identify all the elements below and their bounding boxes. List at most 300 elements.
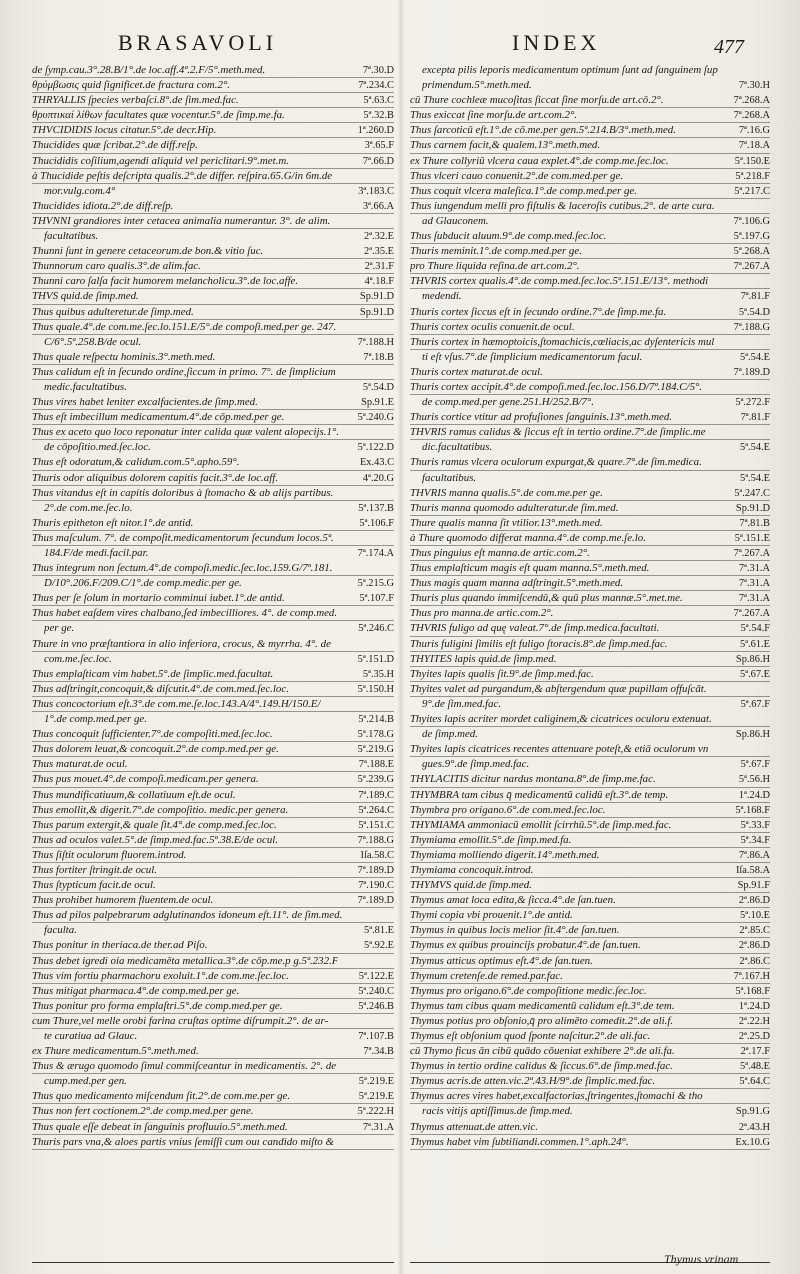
index-entry — [32, 1029, 394, 1044]
entry-text: Thus & ærugo quomodo ſimul commiſceantur in medicamentis. 2°. de — [32, 1060, 337, 1073]
index-entry — [32, 229, 394, 244]
index-entry — [32, 1104, 394, 1119]
entry-text: Thus pinguius eſt manna.de artic.com.2°. — [410, 547, 590, 559]
entry-reference: 1ª.260.D — [357, 125, 394, 137]
index-entry — [410, 637, 770, 652]
index-entry — [32, 1135, 394, 1150]
entry-text: Thus vlceri cauo conuenit.2°.de com.med.per ge. — [410, 169, 624, 182]
index-entry — [410, 335, 770, 350]
entry-reference: 7ª.188.H — [357, 336, 394, 348]
book-spine-shadow — [398, 0, 404, 1274]
entry-text: Thus ſiſtit oculorum fluorem.introd. — [32, 848, 187, 861]
entry-reference: 7ª.81.F — [740, 412, 770, 424]
entry-text: Thus non fert coctionem.2°.de comp.med.per gene. — [32, 1105, 254, 1118]
entry-text: Thymus tam cibus quam medicamentū calidum eſt.3°.de tem. — [410, 999, 675, 1012]
index-entry — [410, 757, 770, 772]
entry-text: Thyites lapis qualis ſit.9°.de ſimp.med.fac. — [410, 667, 594, 680]
index-entry — [410, 1059, 770, 1074]
index-entry — [410, 199, 770, 214]
index-entry — [410, 697, 770, 712]
index-entry — [410, 138, 770, 153]
entry-reference: 5ª.106.F — [359, 517, 394, 529]
entry-reference: 5ª.81.E — [364, 925, 394, 937]
entry-text: gues.9°.de ſimp.med.fac. — [422, 758, 530, 771]
index-entry — [32, 380, 394, 395]
index-entry — [32, 1059, 394, 1074]
entry-reference: 5ª.54.D — [362, 381, 394, 393]
entry-text: D/10°.206.F/209.C/1°.de comp.medic.per ge. — [44, 577, 242, 590]
entry-text: Thymus acris.de atten.vic.2ª.43.H/9°.de ſimplic.med.fac. — [410, 1075, 656, 1088]
index-entry — [32, 214, 394, 229]
entry-reference: 5ª.168.F — [735, 804, 770, 816]
entry-reference: 1ª.24.D — [738, 1000, 770, 1012]
entry-text: Thus mitigat pharmaca.4°.de comp.med.per ge. — [32, 984, 240, 997]
entry-text: THVS quid.de ſimp.med. — [32, 290, 139, 303]
running-head-right: INDEX — [512, 30, 601, 55]
index-entry — [32, 531, 394, 546]
index-entry — [410, 305, 770, 320]
entry-text: Thus emplaſticum magis eſt quam manna.5°.meth.med. — [410, 562, 650, 575]
entry-reference: 5ª.35.H — [362, 668, 394, 680]
entry-reference: 4ª.18.F — [364, 276, 394, 288]
entry-reference: 5ª.10.E — [740, 910, 770, 922]
entry-reference: 7ª.189.D — [733, 366, 770, 378]
entry-text: Thuris plus quando immiſcendū,& quū plus mannæ.5°.met.me. — [410, 592, 683, 605]
entry-text: Thus quo medicamento miſcendum ſit.2°.de com.me.per ge. — [32, 1090, 291, 1103]
index-entry — [32, 984, 394, 999]
left-index-column — [32, 63, 394, 1249]
entry-reference: 5ª.32.B — [363, 110, 394, 122]
index-entry — [32, 184, 394, 199]
entry-text: Thus concoquit ſufficienter.7°.de compoſiti.med.ſec.loc. — [32, 728, 273, 741]
entry-reference: 7ª.31.A — [738, 593, 770, 605]
index-entry — [32, 516, 394, 531]
entry-text: Thymus in quibus locis melior ſit.4°.de ſan.tuen. — [410, 924, 620, 937]
index-entry — [32, 1089, 394, 1104]
entry-reference: 7ª.81.B — [739, 517, 770, 529]
index-entry — [32, 486, 394, 501]
index-entry — [410, 410, 770, 425]
entry-reference: 7ª.268.A — [733, 110, 770, 122]
index-entry — [410, 471, 770, 486]
entry-reference: 3ª.183.C — [358, 185, 394, 197]
entry-reference: 7ª.234.C — [358, 80, 394, 92]
entry-text: Thuris cortex oculis conuenit.de ocul. — [410, 320, 575, 333]
entry-reference: 7ª.189.D — [357, 895, 394, 907]
entry-reference: 1ª.24.D — [738, 789, 770, 801]
index-entry — [32, 772, 394, 787]
index-entry — [32, 606, 394, 621]
entry-text: cū Thure cochleæ mucoſitas ſiccat ſine morſu.de art.cō.2°. — [410, 94, 664, 107]
index-entry — [32, 108, 394, 123]
entry-text: cum Thure,vel melle orobi farina cruſtas optime diſrumpit.2°. de ar- — [32, 1014, 329, 1027]
entry-text: pro Thure liquida reſina.de art.com.2°. — [410, 260, 580, 273]
entry-reference: 2ª.32.E — [364, 231, 394, 243]
index-entry — [32, 742, 394, 757]
entry-text: Thus exiccat ſine morſu.de art.com.2°. — [410, 109, 578, 122]
entry-text: Thuris cortex maturat.de ocul. — [410, 365, 543, 378]
index-entry — [32, 365, 394, 380]
index-entry — [32, 335, 394, 350]
entry-reference: 7ª.16.G — [738, 125, 770, 137]
index-entry — [410, 788, 770, 803]
index-entry — [410, 365, 770, 380]
entry-text: Thus quale eſſe debeat in ſanguinis profluuio.5°.meth.med. — [32, 1120, 288, 1133]
entry-reference: Iſa.58.A — [735, 864, 770, 876]
index-entry — [32, 395, 394, 410]
entry-text: Thus dolorem leuat,& concoquit.2°.de comp.med.per ge. — [32, 743, 279, 756]
entry-text: Thus iungendum melli pro fiſtulis & laceroſis cutibus.2°. de arte cura. — [410, 199, 715, 212]
entry-text: Thus mundificatiuum,& collatiuum eſt.de ocul. — [32, 788, 236, 801]
entry-text: THYMIAMA ammoniacū emollit ſcirrhū.5°.de ſimp.med.fac. — [410, 818, 672, 831]
entry-text: THYLACITIS dicitur nardus montana.8°.de ſimp.me.fac. — [410, 773, 656, 786]
index-entry — [410, 682, 770, 697]
entry-text: Thus vim fortiu pharmachoru exoluit.1°.de com.me.ſec.loc. — [32, 969, 289, 982]
entry-reference: 7ª.18.B — [363, 351, 394, 363]
entry-reference: 5ª.67.E — [740, 668, 770, 680]
entry-text: medendi. — [422, 290, 462, 303]
entry-text: Thus vitandus eſt in capitis doloribus à ſtomacho & ab alijs partibus. — [32, 486, 334, 499]
index-entry — [410, 1029, 770, 1044]
index-entry — [410, 154, 770, 169]
entry-text: Thymus attenuat.de atten.vic. — [410, 1120, 538, 1133]
index-entry — [32, 893, 394, 908]
entry-text: Thymus ex quibus prouincijs probatur.4°.de ſan.tuen. — [410, 939, 641, 952]
index-entry — [410, 259, 770, 274]
index-entry — [410, 591, 770, 606]
entry-reference: Ex.43.C — [359, 457, 394, 469]
entry-text: Thus quale reſpectu hominis.3°.meth.med. — [32, 350, 216, 363]
entry-reference: 5ª.34.F — [740, 834, 770, 846]
entry-reference: 2ª.31.F — [364, 261, 394, 273]
index-entry — [32, 561, 394, 576]
entry-reference: 7ª.107.B — [358, 1031, 394, 1042]
index-entry — [410, 501, 770, 516]
index-entry — [32, 1044, 394, 1059]
index-entry — [32, 667, 394, 682]
entry-text: Thure qualis manna ſit vtilior.13°.meth.med. — [410, 516, 603, 529]
entry-reference: 7ª.86.A — [738, 849, 770, 861]
entry-reference: 5ª.122.E — [358, 970, 394, 982]
entry-reference: 5ª.218.F — [735, 170, 770, 182]
index-entry — [32, 908, 394, 923]
entry-reference: 5ª.107.F — [359, 593, 394, 605]
entry-reference: 5ª.247.C — [734, 487, 770, 499]
entry-text: Thus maturat.de ocul. — [32, 758, 128, 771]
entry-reference: 7ª.81.F — [740, 291, 770, 303]
index-entry — [32, 501, 394, 516]
entry-reference: Sp.91.F — [737, 880, 770, 892]
entry-text: Thus emplaſticam vim habet.5°.de ſimplic.med.facultat. — [32, 667, 274, 680]
entry-text: Thus prohibet humorem fluentem.de ocul. — [32, 894, 214, 907]
index-entry — [32, 1074, 394, 1089]
entry-reference: 5ª.240.G — [357, 412, 394, 424]
index-entry — [32, 923, 394, 938]
index-entry — [32, 123, 394, 138]
entry-reference: 7ª.189.C — [358, 789, 394, 801]
index-entry — [32, 652, 394, 667]
entry-reference: 7ª.190.C — [358, 880, 394, 892]
entry-text: 184.F/de medi.facil.par. — [44, 547, 149, 559]
entry-text: Thus quale.4°.de com.me.ſec.lo.151.E/5°.de compoſi.med.per ge. 247. — [32, 320, 337, 333]
entry-reference: Sp.91.D — [735, 502, 770, 514]
entry-text: Thus pus mouet.4°.de compoſi.medicam.per genera. — [32, 773, 259, 786]
entry-reference: 5ª.151.E — [734, 532, 770, 544]
entry-text: ad Glauconem. — [422, 214, 489, 227]
entry-text: à Thure quomodo differat manna.4°.de comp.me.ſe.lo. — [410, 531, 646, 544]
entry-text: Thus ſarcoticū eſt.1°.de cō.me.per gen.5ª.214.B/3°.meth.med. — [410, 124, 676, 137]
entry-reference: 5ª.61.E — [740, 638, 770, 650]
entry-text: Thuris cortex in hæmoptoicis,ſtomachicis,cœliacis,ac dyſentericis mul — [410, 335, 715, 348]
entry-text: Thus ponitur in theriaca.de ther.ad Piſo. — [32, 939, 208, 952]
entry-reference: 5ª.54.F — [740, 623, 770, 635]
index-entry — [32, 712, 394, 727]
entry-text: C/6°.5ª.258.B/de ocul. — [44, 335, 142, 348]
entry-text: Thymus eſt obſonium quod ſponte naſcitur.2°.de ali.fac. — [410, 1030, 651, 1042]
index-entry — [410, 803, 770, 818]
index-entry — [32, 621, 394, 636]
index-entry — [410, 954, 770, 969]
page-number: 477 — [714, 36, 744, 58]
index-entry — [410, 863, 770, 878]
entry-reference: 5ª.219.E — [358, 1076, 394, 1088]
entry-text: Thunni ſunt in genere cetaceorum.de bon.& vitio ſuc. — [32, 245, 264, 258]
index-entry — [410, 772, 770, 787]
index-entry — [410, 1074, 770, 1089]
entry-reference: 3ª.66.A — [362, 200, 394, 212]
entry-reference: 5ª.272.F — [735, 397, 770, 409]
entry-reference: 5ª.214.B — [358, 714, 394, 726]
index-entry — [32, 727, 394, 742]
index-entry — [32, 1120, 394, 1135]
entry-text: facultatibus. — [44, 230, 99, 243]
index-entry — [32, 969, 394, 984]
entry-reference: 5ª.54.E — [740, 472, 770, 484]
entry-text: Thymus potius pro obſonio,q̄ pro alimēto comedit.2°.de ali.f. — [410, 1014, 674, 1027]
entry-text: ex Thure collyriū vlcera caua explet.4°.de comp.me.ſec.loc. — [410, 154, 669, 167]
entry-reference: 5ª.92.E — [364, 940, 394, 952]
entry-text: Thucidides idiota.2°.de diff.reſp. — [32, 199, 174, 212]
index-entry — [410, 712, 770, 727]
entry-text: THYMBRA tam cibus q̄ medicamentū calidū eſt.3°.de temp. — [410, 788, 669, 801]
index-entry — [32, 425, 394, 440]
index-entry — [32, 757, 394, 772]
entry-reference: Ex.10.G — [735, 1136, 770, 1148]
entry-text: THVNNI grandiores inter cetacea animalia numerantur. 3°. de alim. — [32, 214, 331, 227]
entry-text: Thuris ramus vlcera oculorum expurgat,& quare.7°.de ſim.medica. — [410, 456, 702, 469]
index-entry — [410, 78, 770, 93]
entry-reference: 7ª.167.H — [733, 970, 770, 982]
entry-reference: Sp.91.G — [735, 1106, 770, 1118]
entry-reference: Sp.91.E — [361, 397, 394, 409]
index-entry — [410, 244, 770, 259]
entry-reference: 5ª.246.C — [358, 623, 394, 635]
entry-reference: 2ª.35.E — [364, 246, 394, 258]
entry-text: Thuris fuligini ſimilis eſt fuligo ſtoracis.8°.de ſimp.med.fac. — [410, 637, 668, 650]
entry-text: te curatiua ad Glauc. — [44, 1030, 138, 1042]
entry-text: Thus ex aceto quo loco reponatur inter calida quæ valent alopecijs.1°. — [32, 426, 340, 439]
entry-text: Thymus atticus optimus eſt.4°.de ſan.tuen. — [410, 954, 593, 967]
entry-text: per ge. — [44, 622, 75, 635]
entry-text: de comp.med.per gene.251.H/252.B/7°. — [422, 396, 594, 409]
index-entry — [410, 169, 770, 184]
index-entry — [32, 63, 394, 78]
entry-text: de cōpoſitio.med.ſec.loc. — [44, 441, 151, 454]
index-entry — [32, 305, 394, 320]
index-entry — [32, 788, 394, 803]
entry-reference: 2ª.17.F — [740, 1046, 770, 1058]
entry-text: Thus eſt odoratum,& calidum.com.5°.apho.59°. — [32, 456, 240, 469]
index-entry — [410, 984, 770, 999]
index-entry — [410, 667, 770, 682]
entry-reference: 7ª.188.E — [358, 759, 394, 771]
entry-reference: 5ª.67.F — [740, 698, 770, 710]
index-entry — [410, 742, 770, 757]
index-entry — [32, 274, 394, 289]
entry-text: Thus calidum eſt in ſecundo ordine,ſiccum in primo. 7°. de ſimplicium — [32, 365, 336, 378]
entry-reference: 5ª.137.B — [358, 502, 394, 514]
entry-reference: 7ª.188.G — [733, 321, 770, 333]
index-entry — [410, 274, 770, 289]
entry-reference: Iſa.58.C — [360, 849, 394, 861]
index-entry — [32, 78, 394, 93]
index-entry — [32, 1014, 394, 1029]
index-entry — [410, 184, 770, 199]
entry-text: Thus per ſe ſolum in mortario comminui iubet.1°.de antid. — [32, 592, 285, 605]
entry-text: Thuris pars vna,& aloes partis vnius ſemiſſi cum ouı candido miſto & — [32, 1135, 334, 1148]
entry-text: Thunni caro ſalſa facit humorem melancholicu.3°.de loc.affe. — [32, 275, 299, 288]
entry-text: Thus ſtypticum facit.de ocul. — [32, 879, 156, 892]
entry-text: Thus magis quam manna adſtringit.5°.meth.med. — [410, 577, 624, 590]
entry-text: com.me.ſec.loc. — [44, 652, 112, 665]
index-entry — [32, 320, 394, 335]
entry-reference: 5ª.54.D — [738, 306, 770, 318]
index-entry — [32, 93, 394, 108]
entry-text: Thus habet eaſdem vires chalbano,ſed imbecilliores. 4°. de comp.med. — [32, 607, 338, 620]
entry-text: ex Thure medicamentum.5°.meth.med. — [32, 1045, 199, 1058]
entry-reference: 3ª.65.F — [364, 140, 394, 152]
entry-text: Thure in vno præſtantiora in alio inferiora, crocus, & myrrha. 4°. de — [32, 637, 331, 650]
entry-reference: 2ª.86.D — [738, 940, 770, 952]
entry-text: à Thucidide peſtis deſcripta qualis.2°.de differ. reſpira.65.G/in 6m.de — [32, 169, 333, 182]
index-entry — [410, 576, 770, 591]
entry-text: Thus emollit,& digerit.7°.de compoſitio. medic.per genera. — [32, 803, 289, 816]
index-entry — [32, 938, 394, 953]
index-entry — [32, 199, 394, 214]
index-entry — [32, 833, 394, 848]
entry-reference: 5ª.239.G — [357, 774, 394, 786]
index-entry — [32, 697, 394, 712]
entry-reference: 7ª.18.A — [738, 140, 770, 152]
index-entry — [410, 561, 770, 576]
entry-reference: 5ª.151.D — [357, 653, 394, 665]
entry-text: Thymum cretenſe.de remed.par.fac. — [410, 969, 563, 982]
entry-reference: 5ª.33.F — [740, 819, 770, 831]
entry-reference: 2ª.85.C — [739, 925, 770, 937]
entry-text: Thus ad pilos palpebrarum adglutinandos idoneum eſt.11°. de ſim.med. — [32, 909, 343, 922]
index-entry — [32, 350, 394, 365]
index-entry — [410, 923, 770, 938]
index-entry — [32, 154, 394, 169]
index-entry — [32, 818, 394, 833]
entry-reference: 5ª.56.H — [738, 774, 770, 786]
entry-text: Thus pro manna.de artic.com.2°. — [410, 607, 554, 620]
entry-reference: 2ª.22.H — [738, 1015, 770, 1027]
bottom-rule-left — [32, 1262, 394, 1263]
index-entry — [410, 93, 770, 108]
entry-text: Thyites valet ad purgandum,& abſtergendum quæ pupillam offuſcāt. — [410, 682, 707, 695]
entry-reference: 5ª.150.H — [357, 683, 394, 695]
entry-text: cump.med.per gen. — [44, 1075, 127, 1088]
entry-reference: 5ª.264.C — [358, 804, 394, 816]
entry-reference: 7ª.30.D — [362, 65, 394, 76]
entry-text: Thuris cortice vtitur ad profuſiones ſanguinis.13°.meth.med. — [410, 411, 672, 424]
index-entry — [410, 833, 770, 848]
entry-text: THVRIS manna qualis.5°.de com.me.per ge. — [410, 486, 603, 499]
entry-text: THVRIS fuligo ad quę valeat.7°.de ſimp.medica.facultati. — [410, 622, 660, 635]
index-entry — [32, 138, 394, 153]
entry-text: Thuris manna quomodo adulteratur.de ſim.med. — [410, 501, 619, 514]
entry-text: Thus fortiter ſtringit.de ocul. — [32, 863, 157, 876]
index-entry — [32, 848, 394, 863]
entry-text: Thus ponitur pro forma emplaſtri.5°.de comp.med.per ge. — [32, 999, 283, 1012]
entry-text: Thymiama concoquit.introd. — [410, 863, 534, 876]
entry-text: Thymiama molliendo digerit.14°.meth.med. — [410, 848, 600, 861]
entry-text: cū Thymo ficus ān cibū quādo cōueniat exhibere 2°.de ali.fa. — [410, 1045, 675, 1058]
entry-text: Thuris meminit.1°.de comp.med.per ge. — [410, 245, 582, 258]
entry-reference: Sp.91.D — [359, 306, 394, 318]
entry-reference: 2ª.86.C — [739, 955, 770, 967]
index-entry — [32, 169, 394, 184]
entry-reference: 5ª.64.C — [739, 1076, 770, 1088]
entry-text: 1°.de comp.med.per ge. — [44, 713, 147, 726]
entry-reference: 7ª.30.H — [738, 80, 770, 92]
index-entry — [32, 259, 394, 274]
entry-reference: 2ª.43.H — [738, 1121, 770, 1133]
entry-reference: 7ª.66.D — [362, 155, 394, 167]
index-entry — [410, 214, 770, 229]
index-entry — [410, 848, 770, 863]
index-entry — [32, 576, 394, 591]
index-entry — [32, 954, 394, 969]
index-entry — [410, 546, 770, 561]
running-head-left: BRASAVOLI — [118, 30, 278, 55]
entry-reference: 5ª.48.E — [740, 1061, 770, 1073]
entry-reference: 7ª.268.A — [733, 95, 770, 107]
index-entry — [32, 410, 394, 425]
entry-text: Thymi copia vbi prouenit.1°.de antid. — [410, 909, 573, 922]
index-entry — [410, 455, 770, 470]
entry-reference: 5ª.197.G — [733, 231, 770, 243]
index-entry — [410, 938, 770, 953]
entry-text: Thucididis coſilium,agendi aliquid vel periclitari.9°.met.m. — [32, 154, 289, 167]
index-entry — [410, 1044, 770, 1059]
entry-text: 9°.de ſim.med.fac. — [422, 697, 502, 710]
index-entry — [410, 727, 770, 742]
index-entry — [410, 229, 770, 244]
index-entry — [32, 546, 394, 561]
entry-reference: 2ª.86.D — [738, 895, 770, 907]
index-entry — [410, 908, 770, 923]
entry-text: Thuris odor aliquibus dolorem capitis facit.3°.de loc.aff. — [32, 471, 278, 484]
index-entry — [410, 621, 770, 636]
entry-reference: 5ª.222.H — [357, 1106, 394, 1118]
index-entry — [410, 108, 770, 123]
entry-reference: 7ª.106.G — [733, 215, 770, 227]
index-entry — [32, 591, 394, 606]
index-entry — [410, 440, 770, 455]
entry-text: 2°.de com.me.ſec.lo. — [44, 501, 133, 514]
